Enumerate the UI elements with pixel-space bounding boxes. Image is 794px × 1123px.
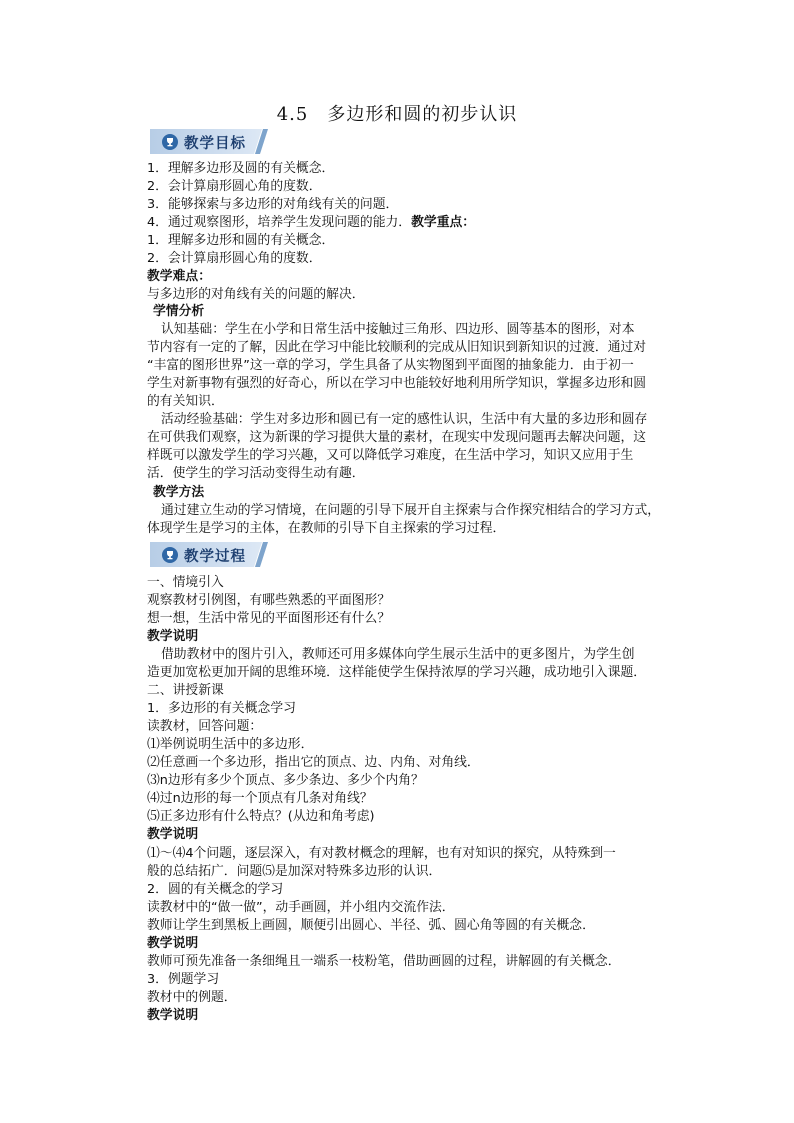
process-line: 教材中的例题． <box>147 990 237 1005</box>
new-lesson-heading: 二、讲授新课 <box>147 683 224 698</box>
teaching-note-heading: 教学说明 <box>147 936 199 951</box>
method-line-1: 通过建立生动的学习情境，在问题的引导下展开自主探索与合作探究相结合的学习方式， <box>161 503 661 518</box>
analysis-line-3: “丰富的图形世界”这一章的学习，学生具备了从实物图到平面图的抽象能力．由于初一 <box>147 358 634 373</box>
process-line: 般的总结拓广．问题⑸是加深对特殊多边形的认识． <box>147 864 442 879</box>
method-heading: 教学方法 <box>153 485 205 500</box>
teaching-note-heading: 教学说明 <box>147 1008 199 1023</box>
process-line: 3．例题学习 <box>147 972 220 987</box>
method-line-2: 体现学生是学习的主体，在教师的引导下自主探索的学习过程． <box>147 521 506 536</box>
experience-line-2: 在可供我们观察，这为新课的学习提供大量的素材，在现实中发现问题再去解决问题，这 <box>147 430 647 445</box>
question-5: ⑸正多边形有什么特点？(从边和角考虑) <box>147 809 375 824</box>
question-3: ⑶n边形有多少个顶点、多少条边、多少个内角？ <box>147 773 424 788</box>
banner-label: 教学过程 <box>184 549 246 565</box>
experience-line-3: 样既可以激发学生的学习兴趣，又可以降低学习难度，在生活中学习，知识又应用于生 <box>147 448 634 463</box>
difficulty-heading: 教学难点： <box>147 269 211 284</box>
process-line: ⑴～⑷4个问题，逐层深入，有对教材概念的理解，也有对知识的探究，从特殊到一 <box>147 846 616 861</box>
page-title: 4.5 多边形和圆的初步认识 <box>276 104 518 125</box>
process-line: 借助教材中的图片引入，教师还可用多媒体向学生展示生活中的更多图片，为学生创 <box>161 647 635 662</box>
process-line: 造更加宽松更加开阔的思维环境．这样能使学生保持浓厚的学习兴趣，成功地引入课题． <box>147 665 647 680</box>
experience-line-4: 活．使学生的学习活动变得生动有趣． <box>147 466 365 481</box>
trophy-icon <box>162 547 178 563</box>
process-line: 读教材中的“做一做”，动手画圆，并小组内交流作法． <box>147 900 455 915</box>
process-line: 2．圆的有关概念的学习 <box>147 882 284 897</box>
teaching-note-heading: 教学说明 <box>147 827 199 842</box>
experience-line-1: 活动经验基础：学生对多边形和圆已有一定的感性认识，生活中有大量的多边形和圆存 <box>161 412 648 427</box>
process-line: 教师让学生到黑板上画圆，顺便引出圆心、半径、弧、圆心角等圆的有关概念． <box>147 918 595 933</box>
process-line: 读教材，回答问题： <box>147 719 263 734</box>
process-line: 观察教材引例图，有哪些熟悉的平面图形？ <box>147 593 391 608</box>
process-line: 教师可预先准备一条细绳且一端系一枝粉笔，借助画圆的过程，讲解圆的有关概念． <box>147 954 621 969</box>
goal-1: 1．理解多边形及圆的有关概念． <box>147 161 335 176</box>
goal-4-text: 4．通过观察图形，培养学生发现问题的能力． <box>147 215 412 230</box>
analysis-heading: 学情分析 <box>153 304 205 319</box>
key-points-heading: 教学重点： <box>411 215 476 230</box>
goal-2: 2．会计算扇形圆心角的度数． <box>147 179 322 194</box>
question-4: ⑷过n边形的每一个顶点有几条对角线？ <box>147 791 373 806</box>
process-line: 1．多边形的有关概念学习 <box>147 701 296 716</box>
process-intro-heading: 一、情境引入 <box>147 575 224 590</box>
process-line: 想一想，生活中常见的平面图形还有什么？ <box>147 611 391 626</box>
analysis-line-4: 学生对新事物有强烈的好奇心，所以在学习中也能较好地利用所学知识，掌握多边形和圆 <box>147 376 647 391</box>
section-banner-goals <box>150 129 270 154</box>
analysis-line-1: 认知基础：学生在小学和日常生活中接触过三角形、四边形、圆等基本的图形，对本 <box>161 322 635 337</box>
teaching-note-heading: 教学说明 <box>147 629 199 644</box>
question-2: ⑵任意画一个多边形，指出它的顶点、边、内角、对角线． <box>147 755 480 770</box>
key-point-2: 2．会计算扇形圆心角的度数． <box>147 251 322 266</box>
goal-4 <box>147 214 475 231</box>
goal-3: 3．能够探索与多边形的对角线有关的问题． <box>147 197 399 212</box>
banner-label: 教学目标 <box>184 136 246 152</box>
trophy-icon <box>162 134 178 150</box>
question-1: ⑴举例说明生活中的多边形． <box>147 737 314 752</box>
key-point-1: 1．理解多边形和圆的有关概念． <box>147 233 335 248</box>
analysis-line-2: 节内容有一定的了解，因此在学习中能比较顺利的完成从旧知识到新知识的过渡．通过对 <box>147 340 647 355</box>
section-banner-process <box>150 542 270 567</box>
difficulty-1: 与多边形的对角线有关的问题的解决． <box>147 287 365 302</box>
analysis-line-5: 的有关知识． <box>147 394 224 409</box>
